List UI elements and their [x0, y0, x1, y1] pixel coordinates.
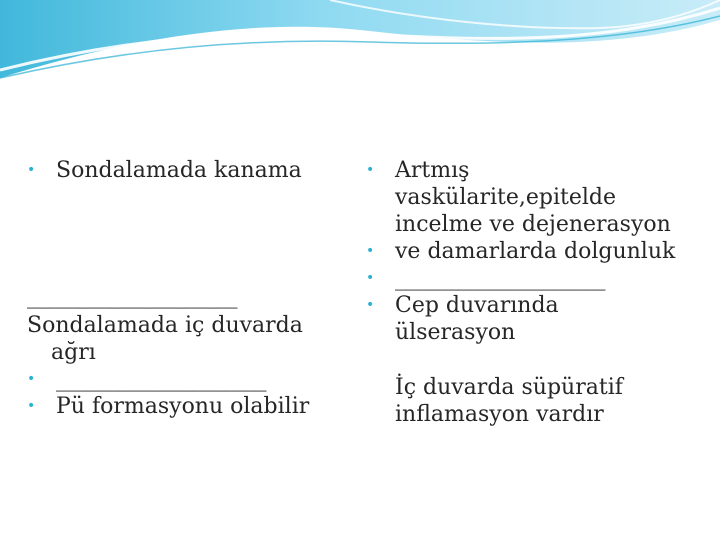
answer-blank-rule: ____________________: [56, 367, 266, 392]
right-item-blank: [366, 265, 706, 292]
bullet-icon: •: [366, 270, 375, 286]
right-item-text-continuation: ülserasyon: [395, 320, 516, 345]
left-column: [27, 157, 347, 420]
bullet-icon: •: [27, 371, 36, 387]
right-item-text-continuation: inflamasyon vardır: [395, 402, 604, 427]
right-column: [366, 157, 706, 428]
right-item-text: İç duvarda süpüratif: [395, 375, 623, 400]
answer-blank-rule: ____________________: [395, 266, 605, 291]
left-item-blank: [27, 366, 347, 393]
bullet-icon: •: [27, 398, 36, 414]
left-item-text: Sondalamada iç duvarda: [27, 313, 303, 338]
right-item-ic-duvarda-supuratif: [366, 374, 706, 428]
right-item-text: Artmış: [395, 158, 470, 183]
left-item-text: Sondalamada kanama: [56, 158, 302, 183]
right-item-text-continuation: incelme ve dejenerasyon: [395, 212, 671, 237]
left-item-pu-formasyonu: [27, 393, 347, 420]
header-wave-decoration: [0, 0, 720, 90]
left-item-ic-duvarda-agri: [27, 284, 347, 366]
left-item-text-continuation: ağrı: [51, 340, 96, 365]
bullet-icon: •: [27, 162, 36, 178]
left-item-text: Pü formasyonu olabilir: [56, 394, 310, 419]
right-item-text-continuation: vaskülarite,epitelde: [395, 185, 617, 210]
bullet-icon: •: [366, 297, 375, 313]
bullet-icon: •: [366, 162, 375, 178]
bullet-icon: •: [366, 243, 375, 259]
left-item-sondalamada-kanama: [27, 157, 347, 184]
right-item-text: Cep duvarında: [395, 293, 559, 318]
right-item-damarlarda-dolgunluk: [366, 238, 706, 265]
right-item-text: ve damarlarda dolgunluk: [395, 239, 676, 264]
right-item-artmis-vaskularite: [366, 157, 706, 238]
right-item-cep-duvarinda-ulserasyon: [366, 292, 706, 346]
answer-blank-rule: ____________________: [27, 284, 237, 309]
